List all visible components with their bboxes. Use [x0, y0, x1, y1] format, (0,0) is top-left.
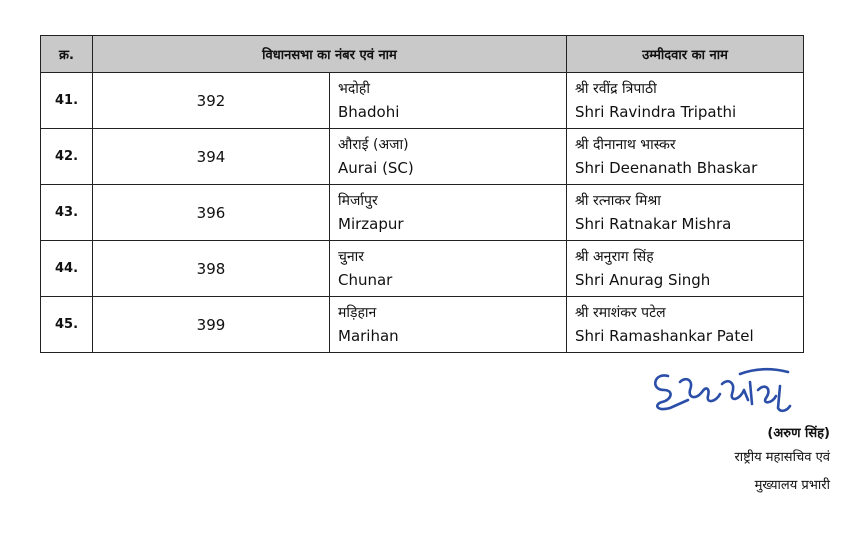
constituency-name [330, 129, 567, 185]
candidate-name [567, 185, 804, 241]
constituency-name-english: Chunar [338, 270, 393, 289]
candidate-name-english: Shri Deenanath Bhaskar [575, 158, 758, 177]
candidate-name-english: Shri Ramashankar Patel [575, 326, 754, 345]
header-candidate: उम्मीदवार का नाम [567, 36, 804, 73]
constituency-number: 396 [93, 185, 330, 241]
constituency-name-english: Mirzapur [338, 214, 404, 233]
constituency-number: 398 [93, 241, 330, 297]
constituency-name-english: Marihan [338, 326, 399, 345]
candidate-name-hindi: श्री दीनानाथ भास्कर [575, 136, 676, 153]
candidate-name-hindi: श्री रवींद्र त्रिपाठी [575, 80, 657, 97]
constituency-name-english: Aurai (SC) [338, 158, 414, 177]
constituency-name [330, 73, 567, 129]
row-serial: 44. [41, 241, 93, 297]
signatory-title-line1: राष्ट्रीय महासचिव एवं [734, 450, 830, 465]
table-row [41, 73, 804, 129]
header-constituency: विधानसभा का नंबर एवं नाम [93, 36, 567, 73]
constituency-name-hindi: मिर्जापुर [338, 192, 378, 209]
candidate-name-english: Shri Ravindra Tripathi [575, 102, 737, 121]
constituency-name-english: Bhadohi [338, 102, 400, 121]
table-row [41, 129, 804, 185]
candidate-name-hindi: श्री अनुराग सिंह [575, 248, 654, 265]
candidate-name-hindi: श्री रत्नाकर मिश्रा [575, 192, 661, 209]
candidate-name [567, 297, 804, 353]
row-serial: 42. [41, 129, 93, 185]
table-row [41, 297, 804, 353]
header-serial: क्र. [41, 36, 93, 73]
candidate-table [40, 35, 804, 353]
table-header-row [41, 36, 804, 73]
row-serial: 45. [41, 297, 93, 353]
candidate-name-english: Shri Anurag Singh [575, 270, 711, 289]
signatory-title-line2: मुख्यालय प्रभारी [754, 478, 830, 493]
constituency-number: 399 [93, 297, 330, 353]
row-serial: 41. [41, 73, 93, 129]
constituency-name [330, 185, 567, 241]
constituency-name-hindi: चुनार [338, 248, 365, 265]
table-row [41, 185, 804, 241]
constituency-number: 392 [93, 73, 330, 129]
constituency-name-hindi: औराई (अजा) [338, 136, 409, 153]
constituency-name [330, 241, 567, 297]
candidate-name-english: Shri Ratnakar Mishra [575, 214, 732, 233]
candidate-name [567, 73, 804, 129]
candidate-name [567, 129, 804, 185]
candidate-name-hindi: श्री रमाशंकर पटेल [575, 304, 666, 321]
row-serial: 43. [41, 185, 93, 241]
candidate-name [567, 241, 804, 297]
signatory-name: (अरुण सिंह) [767, 426, 830, 441]
constituency-name-hindi: मड़िहान [338, 304, 377, 321]
signatory-title [734, 444, 830, 500]
constituency-name-hindi: भदोही [338, 80, 370, 97]
signature-scribble [640, 360, 810, 420]
handwritten-signature [640, 360, 810, 420]
table-row [41, 241, 804, 297]
constituency-name [330, 297, 567, 353]
constituency-number: 394 [93, 129, 330, 185]
